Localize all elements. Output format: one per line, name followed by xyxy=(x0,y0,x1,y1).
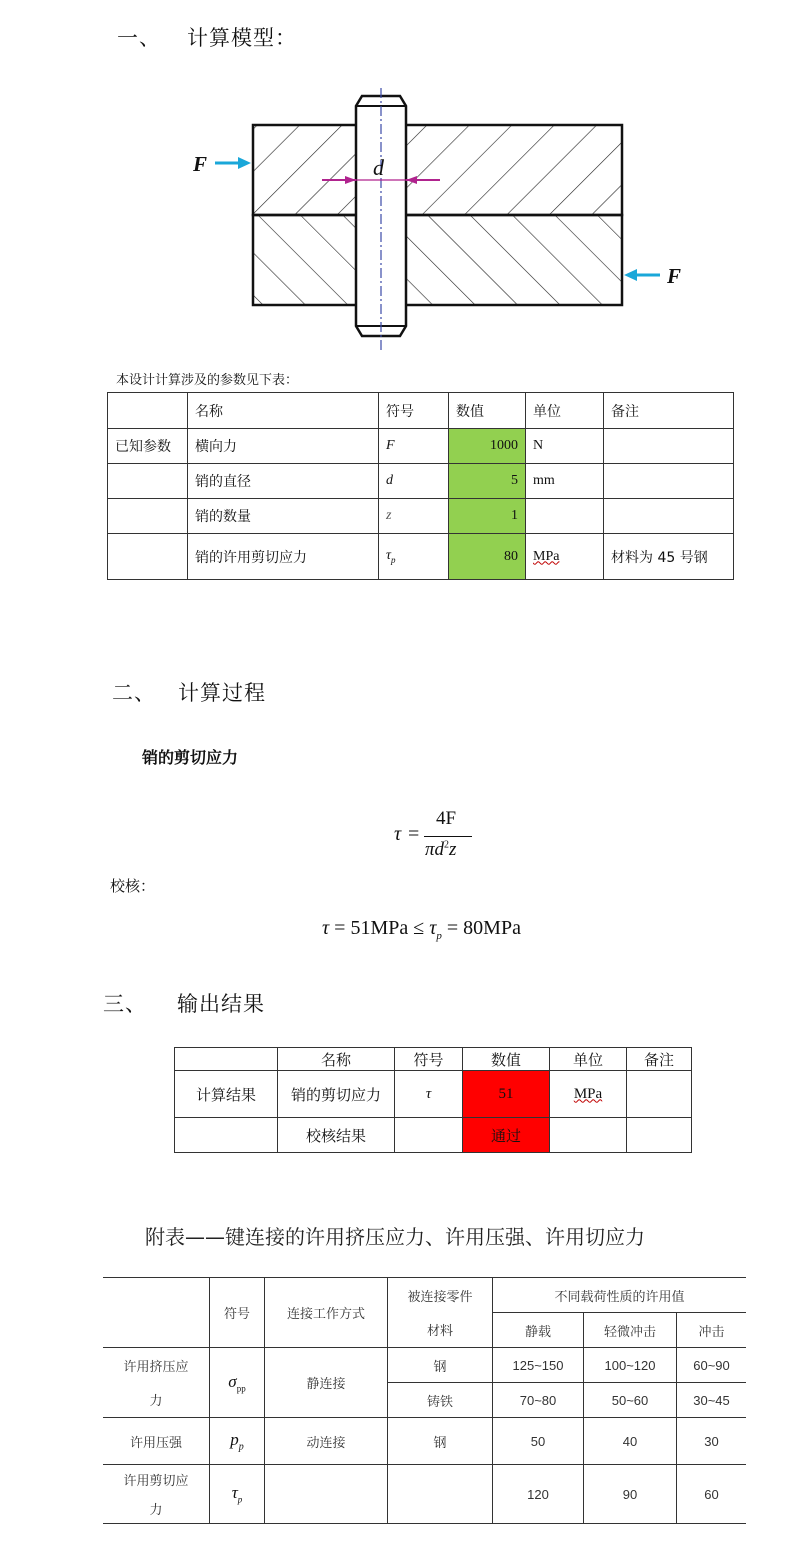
row2-value: 50 xyxy=(493,1418,584,1465)
row-group xyxy=(108,534,188,580)
force-label-left: F xyxy=(193,152,208,176)
table-row xyxy=(108,499,734,534)
row3-label-2: 力 xyxy=(103,1494,210,1524)
lower-plate xyxy=(253,215,622,305)
header-name: 名称 xyxy=(278,1048,395,1071)
row-value: 51 xyxy=(463,1071,550,1118)
row1-symbol xyxy=(210,1348,265,1418)
result-table xyxy=(174,1047,692,1153)
row-unit: mm xyxy=(526,464,604,499)
table-row xyxy=(103,1418,746,1465)
row2-mode: 动连接 xyxy=(265,1418,388,1465)
check-tau2: τ xyxy=(429,917,437,939)
row3-mode xyxy=(265,1465,388,1524)
header-mode: 连接工作方式 xyxy=(265,1278,388,1348)
header-symbol: 符号 xyxy=(210,1278,265,1348)
row-symbol xyxy=(395,1118,463,1153)
row-symbol xyxy=(379,534,449,580)
row3-sub: p xyxy=(237,1494,243,1505)
section3-title: 输出结果 xyxy=(177,992,265,1016)
row1-value: 60~90 xyxy=(677,1348,747,1383)
upper-plate xyxy=(253,125,622,215)
row3-sym: τ xyxy=(231,1483,238,1503)
row-value: 通过 xyxy=(463,1118,550,1153)
params-table xyxy=(107,392,734,580)
row-value: 1 xyxy=(449,499,526,534)
check-label: 校核： xyxy=(110,877,156,895)
table-row xyxy=(103,1383,746,1418)
row1-label-2: 力 xyxy=(103,1383,210,1418)
table-row xyxy=(108,534,734,580)
row1-value: 70~80 xyxy=(493,1383,584,1418)
row-note xyxy=(627,1118,692,1153)
unit-text: MPa xyxy=(533,548,560,564)
header-symbol: 符号 xyxy=(395,1048,463,1071)
den-d: d xyxy=(434,839,445,860)
header-group xyxy=(108,393,188,429)
table-header-row xyxy=(175,1048,692,1071)
header-empty xyxy=(103,1278,210,1348)
check-mid: = 51MPa ≤ xyxy=(329,917,430,939)
section2-number: 二、 xyxy=(112,681,156,705)
den-exp: 2 xyxy=(444,839,450,851)
row2-label: 许用压强 xyxy=(103,1418,210,1465)
section3-heading xyxy=(103,988,265,1018)
row1-value: 30~45 xyxy=(677,1383,747,1418)
row-value: 5 xyxy=(449,464,526,499)
unit-text: MPa xyxy=(573,1085,603,1102)
row1-value: 50~60 xyxy=(584,1383,677,1418)
section2-title: 计算过程 xyxy=(178,681,266,705)
pin-joint-diagram xyxy=(180,88,700,358)
row-value: 80 xyxy=(449,534,526,580)
row1-sym: σ xyxy=(228,1371,237,1391)
row1-mode: 静连接 xyxy=(265,1348,388,1418)
row-note xyxy=(604,429,734,464)
row-group: 计算结果 xyxy=(175,1071,278,1118)
row-group xyxy=(108,464,188,499)
header-value: 数值 xyxy=(449,393,526,429)
diameter-label: d xyxy=(373,155,384,180)
formula-lhs: τ xyxy=(394,823,402,845)
force-arrow-right-icon xyxy=(624,269,637,281)
row-symbol: F xyxy=(379,429,449,464)
header-group xyxy=(175,1048,278,1071)
formula-eq: = xyxy=(408,823,420,845)
row-note xyxy=(604,464,734,499)
check-sub: p xyxy=(436,930,442,942)
row-unit xyxy=(526,499,604,534)
table-row xyxy=(108,429,734,464)
table-header-row xyxy=(108,393,734,429)
row-unit xyxy=(550,1118,627,1153)
header-unit: 单位 xyxy=(526,393,604,429)
row2-sub: p xyxy=(238,1441,244,1453)
header-value: 数值 xyxy=(463,1048,550,1071)
formula-denominator xyxy=(425,839,456,861)
row2-value: 40 xyxy=(584,1418,677,1465)
shear-formula xyxy=(394,808,484,864)
row-name: 销的许用剪切应力 xyxy=(188,534,379,580)
subheading: 销的剪切应力 xyxy=(142,748,239,767)
symbol-sub: p xyxy=(391,554,396,565)
header-light-impact: 轻微冲击 xyxy=(584,1313,677,1348)
header-unit: 单位 xyxy=(550,1048,627,1071)
header-note: 备注 xyxy=(627,1048,692,1071)
row2-value: 30 xyxy=(677,1418,747,1465)
row-group xyxy=(175,1118,278,1153)
force-arrow-left-icon xyxy=(238,157,251,169)
check-rhs: = 80MPa xyxy=(441,917,521,939)
symbol-tau: τ xyxy=(386,548,392,564)
row-unit xyxy=(550,1071,627,1118)
row-name: 销的数量 xyxy=(188,499,379,534)
appendix-title: 附表——键连接的许用挤压应力、许用压强、许用切应力 xyxy=(145,1225,645,1249)
row-group xyxy=(108,499,188,534)
row-name: 销的直径 xyxy=(188,464,379,499)
den-z: z xyxy=(449,839,457,860)
table-row xyxy=(103,1465,746,1495)
check-tau: τ xyxy=(322,917,330,939)
params-intro: 本设计计算涉及的参数见下表： xyxy=(116,373,299,388)
row-name: 横向力 xyxy=(188,429,379,464)
header-symbol: 符号 xyxy=(379,393,449,429)
row3-material xyxy=(388,1465,493,1524)
section2-heading xyxy=(112,677,266,707)
header-load-group: 不同载荷性质的许用值 xyxy=(493,1278,747,1313)
row-name: 销的剪切应力 xyxy=(278,1071,395,1118)
header-material-2: 材料 xyxy=(388,1313,493,1348)
row-group: 已知参数 xyxy=(108,429,188,464)
row3-value: 120 xyxy=(493,1465,584,1524)
header-impact: 冲击 xyxy=(677,1313,747,1348)
header-note: 备注 xyxy=(604,393,734,429)
row1-value: 125~150 xyxy=(493,1348,584,1383)
table-header-row xyxy=(103,1278,746,1313)
row1-material-b: 铸铁 xyxy=(388,1383,493,1418)
row2-material: 钢 xyxy=(388,1418,493,1465)
table-row xyxy=(108,464,734,499)
row3-value: 90 xyxy=(584,1465,677,1524)
section1-title: 计算模型： xyxy=(187,26,297,50)
row2-symbol xyxy=(210,1418,265,1465)
header-material-1: 被连接零件 xyxy=(388,1278,493,1313)
table-row xyxy=(103,1348,746,1383)
force-label-right: F xyxy=(667,264,682,288)
row3-label-1: 许用剪切应 xyxy=(103,1465,210,1495)
row-note: 材料为 45 号钢 xyxy=(604,534,734,580)
row-unit: N xyxy=(526,429,604,464)
row3-symbol xyxy=(210,1465,265,1524)
section1-number: 一、 xyxy=(117,26,161,50)
row-note xyxy=(627,1071,692,1118)
row-value: 1000 xyxy=(449,429,526,464)
fraction-bar xyxy=(424,836,472,837)
row3-value: 60 xyxy=(677,1465,747,1524)
section3-number: 三、 xyxy=(103,992,147,1016)
row1-material-a: 钢 xyxy=(388,1348,493,1383)
den-pi: π xyxy=(425,839,435,860)
row2-sym: p xyxy=(230,1429,239,1449)
check-equation xyxy=(322,917,521,942)
appendix-table xyxy=(103,1277,746,1524)
row-unit xyxy=(526,534,604,580)
row-name: 校核结果 xyxy=(278,1118,395,1153)
row1-value: 100~120 xyxy=(584,1348,677,1383)
formula-numerator: 4F xyxy=(436,808,457,829)
row-symbol: z xyxy=(379,499,449,534)
row-symbol: τ xyxy=(395,1071,463,1118)
row-note xyxy=(604,499,734,534)
table-row xyxy=(175,1118,692,1153)
table-row xyxy=(175,1071,692,1118)
row1-label-1: 许用挤压应 xyxy=(103,1348,210,1383)
row-symbol: d xyxy=(379,464,449,499)
section1-heading xyxy=(117,22,297,52)
header-static: 静载 xyxy=(493,1313,584,1348)
row1-sub: pp xyxy=(236,1383,246,1394)
header-name: 名称 xyxy=(188,393,379,429)
